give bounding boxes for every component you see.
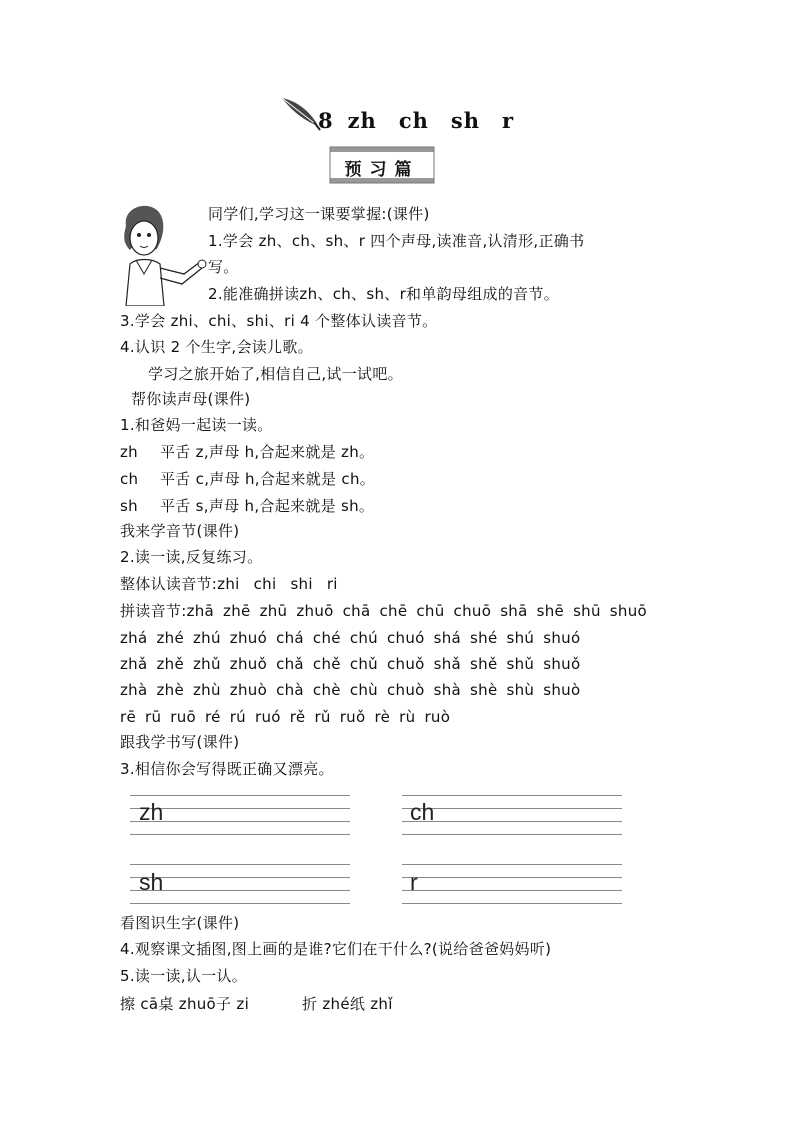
writing-letter: ch <box>410 799 435 825</box>
whole-syllables-row <box>120 574 347 594</box>
feather-icon <box>280 96 322 132</box>
intro-line: 学习之旅开始了,相信自己,试一试吧。 <box>148 365 403 383</box>
initial-row <box>120 442 374 462</box>
syllable: zhá <box>120 629 148 647</box>
word-item: 折 zhé纸 zhǐ <box>302 995 393 1013</box>
section-heading: 看图识生字(课件) <box>120 914 240 932</box>
syllable: ri <box>326 575 338 593</box>
syllable: shuō <box>609 602 648 620</box>
syllable: ruǒ <box>339 708 366 726</box>
section-heading: 我来学音节(课件) <box>120 522 240 540</box>
writing-letter: sh <box>139 869 164 895</box>
syllable: shá <box>433 629 462 647</box>
intro-line: 3.学会 zhi、chi、shi、ri 4 个整体认读音节。 <box>120 312 438 330</box>
initial-text: 平舌 c,声母 h,合起来就是 ch。 <box>160 470 376 488</box>
syllable: chuó <box>386 629 425 647</box>
initial-row <box>120 496 374 516</box>
syllable: chuō <box>453 602 492 620</box>
title-letter: zh <box>347 108 377 133</box>
syllable: chē <box>379 602 408 620</box>
syllable: zhuō <box>296 602 334 620</box>
whole-label: 整体认读音节: <box>120 575 218 593</box>
lesson-number: 8 <box>318 108 334 133</box>
intro-line: 2.能准确拼读zh、ch、sh、r和单韵母组成的音节。 <box>208 285 560 303</box>
spell-row <box>120 628 589 648</box>
syllable: zhā <box>186 602 215 620</box>
syllable: chè <box>312 681 341 699</box>
syllable: chā <box>342 602 371 620</box>
word-item: 擦 cā桌 zhuō子 zi <box>120 995 250 1013</box>
syllable: ruó <box>255 708 281 726</box>
syllable: shē <box>536 602 565 620</box>
title-letter: r <box>501 108 515 133</box>
syllable: rě <box>289 708 306 726</box>
syllable: shuò <box>543 681 581 699</box>
syllable: ché <box>312 629 341 647</box>
syllable: chà <box>276 681 304 699</box>
initial-text: 平舌 z,声母 h,合起来就是 zh。 <box>160 443 375 461</box>
spell-row <box>120 707 459 727</box>
syllable: shù <box>506 681 535 699</box>
section-heading: 帮你读声母(课件) <box>131 390 251 408</box>
task-line: 1.和爸妈一起读一读。 <box>120 416 273 434</box>
syllable: shé <box>470 629 498 647</box>
syllable: chǔ <box>349 655 378 673</box>
syllable: zhuò <box>229 681 268 699</box>
syllable: chū <box>416 602 445 620</box>
spell-label: 拼读音节: <box>120 602 187 620</box>
syllable: chě <box>312 655 341 673</box>
syllable: shuǒ <box>543 655 581 673</box>
syllable: ré <box>205 708 221 726</box>
syllable: zhū <box>259 602 288 620</box>
syllable: shā <box>500 602 528 620</box>
syllable: rú <box>229 708 246 726</box>
syllable: shi <box>290 575 313 593</box>
task-line: 2.读一读,反复练习。 <box>120 548 263 566</box>
initial-key: zh <box>120 443 138 461</box>
initial-text: 平舌 s,声母 h,合起来就是 sh。 <box>160 497 375 515</box>
syllable: chǎ <box>276 655 304 673</box>
syllable: shè <box>470 681 498 699</box>
syllable: zhē <box>223 602 251 620</box>
task-line: 4.观察课文插图,图上画的是谁?它们在干什么?(说给爸爸妈妈听) <box>120 940 552 958</box>
initial-row <box>120 469 375 489</box>
spell-row <box>120 680 589 700</box>
syllable: rù <box>399 708 416 726</box>
syllable: shě <box>470 655 498 673</box>
syllable: ruò <box>424 708 451 726</box>
syllable: chù <box>349 681 378 699</box>
syllable: rē <box>120 708 136 726</box>
syllable: rǔ <box>314 708 331 726</box>
syllable: shū <box>573 602 601 620</box>
syllable: zhi <box>217 575 240 593</box>
syllable: chuǒ <box>386 655 425 673</box>
syllable: chuò <box>386 681 425 699</box>
syllable: shǔ <box>506 655 535 673</box>
syllable: shú <box>506 629 535 647</box>
intro-line: 同学们,学习这一课要掌握:(课件) <box>208 205 430 223</box>
intro-line: 1.学会 zh、ch、sh、r 四个声母,读准音,认清形,正确书 <box>208 232 585 250</box>
initial-key: ch <box>120 470 139 488</box>
section-banner <box>328 146 436 184</box>
banner-label: 预习篇 <box>344 160 420 180</box>
syllable: zhuǒ <box>229 655 268 673</box>
task-line: 3.相信你会写得既正确又漂亮。 <box>120 760 334 778</box>
syllable: ruō <box>170 708 197 726</box>
teacher-illustration <box>112 198 212 306</box>
section-heading: 跟我学书写(课件) <box>120 733 240 751</box>
syllable: chi <box>253 575 277 593</box>
syllable: zhà <box>120 681 148 699</box>
syllable: zhè <box>156 681 184 699</box>
intro-line: 写。 <box>208 258 239 276</box>
syllable: zhú <box>193 629 221 647</box>
syllable: shǎ <box>433 655 462 673</box>
syllable: shuó <box>543 629 581 647</box>
spell-row <box>120 654 589 674</box>
task-line: 5.读一读,认一认。 <box>120 967 248 985</box>
title-letter: sh <box>450 108 480 133</box>
writing-letter: zh <box>139 799 164 825</box>
syllable: rū <box>145 708 162 726</box>
lesson-title <box>318 108 536 133</box>
syllable: zhǔ <box>193 655 221 673</box>
syllable: rè <box>374 708 391 726</box>
syllable: zhù <box>193 681 221 699</box>
spell-row <box>120 601 656 621</box>
initial-key: sh <box>120 497 138 515</box>
intro-line: 4.认识 2 个生字,会读儿歌。 <box>120 338 313 356</box>
syllable: chá <box>276 629 304 647</box>
title-letter: ch <box>398 108 429 133</box>
syllable: chú <box>349 629 378 647</box>
syllable: zhǎ <box>120 655 148 673</box>
syllable: shà <box>433 681 462 699</box>
syllable: zhé <box>156 629 184 647</box>
syllable: zhuó <box>229 629 268 647</box>
syllable: zhě <box>156 655 184 673</box>
writing-letter: r <box>410 869 418 895</box>
